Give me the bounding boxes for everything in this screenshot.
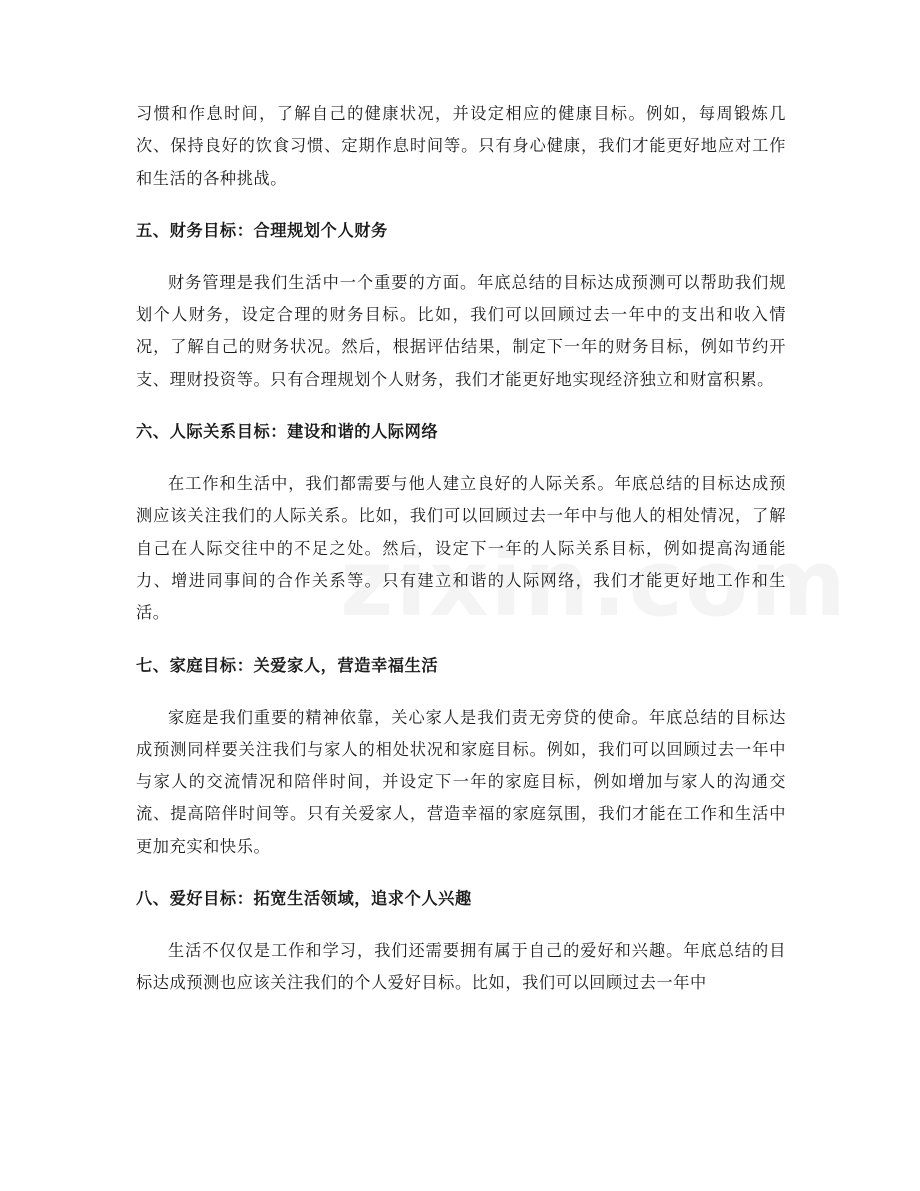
heading-family-goals: 七、家庭目标：关爱家人，营造幸福生活 <box>136 655 439 675</box>
paragraph-hobby-goals: 生活不仅仅是工作和学习，我们还需要拥有属于自己的爱好和兴趣。年底总结的目标达成预测也应该关注我们的个人爱好目标。比如，我们可以回顾过去一年中 <box>136 941 786 993</box>
heading-financial-goals: 五、财务目标：合理规划个人财务 <box>136 220 388 240</box>
paragraph-relationship-goals: 在工作和生活中，我们都需要与他人建立良好的人际关系。年底总结的目标达成预测应该关注我们的人际关系。比如，我们可以回顾过去一年中与他人的相处情况，了解自己在人际交往中的不足之处。然后，设定下一年的人际关系目标，例如提高沟通能力、增进同事间的合作关系等。只有建立和谐的人际网络，我们才能更好地工作和生活。 <box>136 474 786 623</box>
paragraph-family-goals: 家庭是我们重要的精神依靠，关心家人是我们责无旁贷的使命。年底总结的目标达成预测同样要关注我们与家人的相处状况和家庭目标。例如，我们可以回顾过去一年中与家人的交流情况和陪伴时间，并设定下一年的家庭目标，例如增加与家人的沟通交流、提高陪伴时间等。只有关爱家人，营造幸福的家庭氛围，我们才能在工作和生活中更加充实和快乐。 <box>136 707 786 856</box>
heading-relationship-goals: 六、人际关系目标：建设和谐的人际网络 <box>136 422 439 442</box>
paragraph-health-continued: 习惯和作息时间，了解自己的健康状况，并设定相应的健康目标。例如，每周锻炼几次、保持良好的饮食习惯、定期作息时间等。只有身心健康，我们才能更好地应对工作和生活的各种挑战。 <box>136 104 786 188</box>
document-page <box>136 98 786 1000</box>
paragraph-financial-goals: 财务管理是我们生活中一个重要的方面。年底总结的目标达成预测可以帮助我们规划个人财务，设定合理的财务目标。比如，我们可以回顾过去一年中的支出和收入情况，了解自己的财务状况。然后，根据评估结果，制定下一年的财务目标，例如节约开支、理财投资等。只有合理规划个人财务，我们才能更好地实现经济独立和财富积累。 <box>136 272 786 389</box>
heading-hobby-goals: 八、爱好目标：拓宽生活领域，追求个人兴趣 <box>136 889 472 909</box>
